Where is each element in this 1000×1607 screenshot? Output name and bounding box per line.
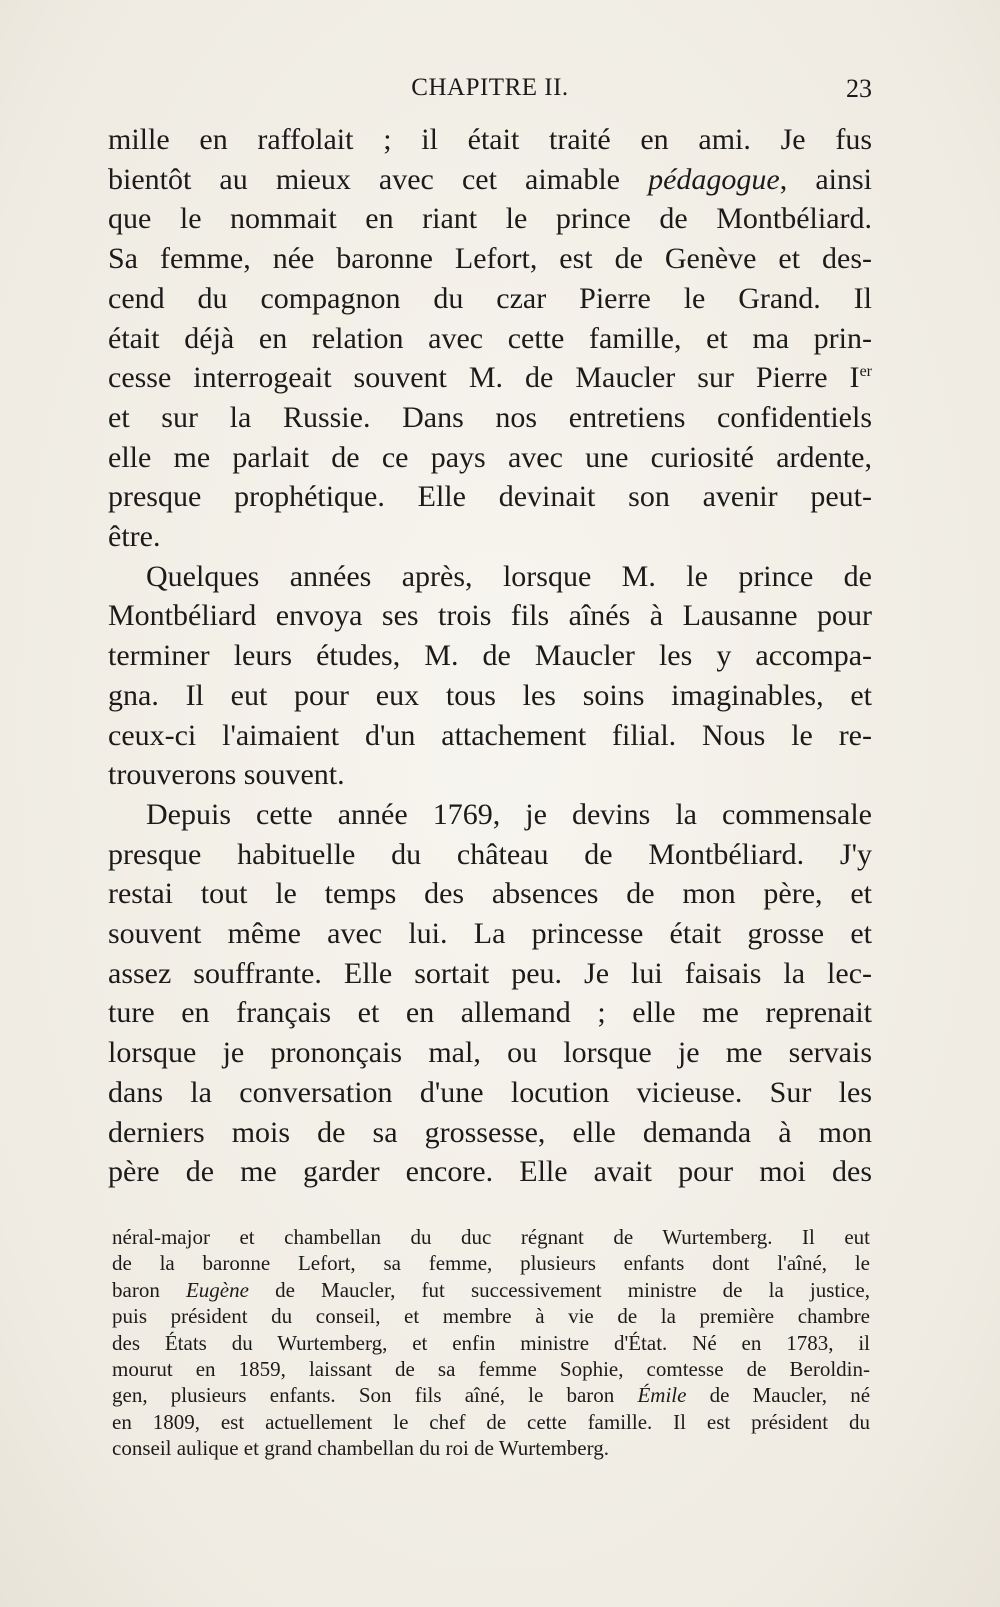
text-line: bientôt au mieux avec cet aimable pédagogue, ainsi [108,162,872,196]
running-header [108,74,872,108]
text-line: trouverons souvent. [108,758,345,792]
footnote [112,1224,870,1462]
text-line: Sa femme, née baronne Lefort, est de Genève et des- [108,242,872,276]
text-line: mille en raffolait ; il était traité en ami. Je fus [108,123,872,156]
text-line: Montbéliard envoya ses trois fils aînés à Lausanne pour [108,599,872,633]
chapter-title: CHAPITRE II. [411,74,569,101]
superscript: er [859,363,872,381]
text-line: derniers mois de sa grossesse, elle demanda à mon [108,1115,872,1149]
text-line: que le nommait en riant le prince de Montbéliard. [108,202,872,236]
text-line: presque habituelle du château de Montbéliard. J'y [108,837,872,871]
text-line: était déjà en relation avec cette famille, et ma prin- [108,321,872,355]
footnote-line: de la baronne Lefort, sa femme, plusieurs enfants dont l'aîné, le [112,1251,870,1276]
footnote-line: gen, plusieurs enfants. Son fils aîné, le baron Émile de Maucler, né [112,1383,871,1408]
text-line: lorsque je prononçais mal, ou lorsque je me servais [108,1036,872,1070]
italic-name: Eugène [185,1277,249,1302]
text-line: terminer leurs études, M. de Maucler les y accompa- [108,639,872,673]
text-line: restai tout le temps des absences de mon père, et [108,877,872,911]
text-line: être. [108,520,161,554]
footnote-line: en 1809, est actuellement le chef de cette famille. Il est président du [112,1409,870,1434]
text-line: et sur la Russie. Dans nos entretiens confidentiels [108,400,872,434]
text-line: dans la conversation d'une locution vicieuse. Sur les [108,1075,872,1109]
text-line: Quelques années après, lorsque M. le prince de [146,559,872,593]
text-line: ceux-ci l'aimaient d'un attachement filial. Nous le re- [108,718,872,752]
page-number: 23 [846,74,872,103]
text-line: elle me parlait de ce pays avec une curiosité ardente, [108,440,872,474]
italic-word: pédagogue [648,162,780,196]
text-line: cend du compagnon du czar Pierre le Grand. Il [108,281,872,315]
text-line: gna. Il eut pour eux tous les soins imaginables, et [108,678,872,712]
footnote-line: baron Eugène de Maucler, fut successivement ministre de la justice, [112,1277,870,1302]
text-line: assez souffrante. Elle sortait peu. Je lui faisais la lec- [108,956,872,990]
footnote-line: mourut en 1859, laissant de sa femme Sophie, comtesse de Beroldin- [112,1357,870,1382]
text-line: père de me garder encore. Elle avait pour moi des [108,1155,872,1189]
text-line: ture en français et en allemand ; elle me reprenait [108,996,872,1030]
main-text [108,120,872,1192]
footnote-line: des États du Wurtemberg, et enfin ministre d'État. Né en 1783, il [112,1330,870,1355]
text-line: souvent même avec lui. La princesse était grosse et [108,917,872,951]
text-line: Depuis cette année 1769, je devins la commensale [146,797,872,831]
text-line: presque prophétique. Elle devinait son avenir peut- [108,480,872,514]
text-line: cesse interrogeait souvent M. de Maucler sur Pierre Ier [108,361,872,395]
italic-name: Émile [637,1383,687,1408]
footnote-line: puis président du conseil, et membre à vie de la première chambre [112,1304,870,1329]
footnote-line: conseil aulique et grand chambellan du roi de Wurtemberg. [112,1436,609,1461]
footnote-line: néral-major et chambellan du duc régnant de Wurtemberg. Il eut [112,1225,870,1249]
